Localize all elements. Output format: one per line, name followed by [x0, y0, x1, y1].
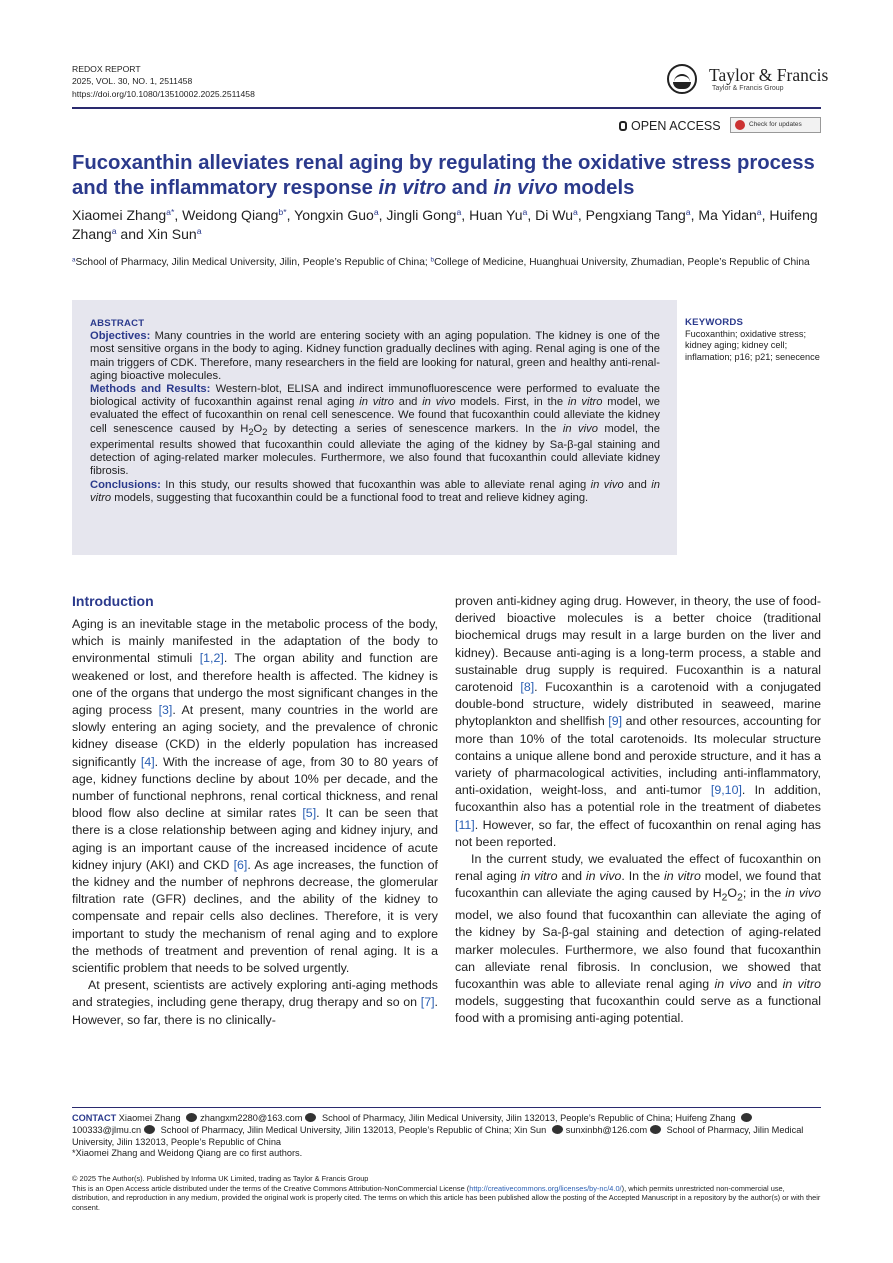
author[interactable]: Xin Sun$^a$ — [147, 225, 202, 242]
email-link[interactable]: sunxinbh@126.com — [565, 1124, 648, 1135]
citation-link[interactable]: [9,10] — [710, 783, 742, 798]
author[interactable]: Weidong Qiang$^{b*}$ — [182, 207, 287, 223]
citation-link[interactable]: [5] — [302, 806, 317, 821]
affiliations: $^a$School of Pharmacy, Jilin Medical University, Jilin, People’s Republic of China; $^b$College of Medicine, Huanghuai University, Zhumadian, People’s Republic of China — [72, 256, 810, 268]
license-link[interactable]: http://creativecommons.org/licenses/by-nc/4.0/ — [469, 1183, 622, 1193]
citation-link[interactable]: [9] — [608, 714, 623, 729]
email-icon — [741, 1113, 752, 1122]
citation-link[interactable]: [1,2] — [199, 651, 224, 666]
volume-info: 2025, VOL. 30, NO. 1, 2511458 — [72, 76, 193, 87]
header-divider — [72, 107, 821, 109]
author[interactable]: Huifeng Zhang$^a$ — [72, 207, 818, 242]
copyright-line: © 2025 The Author(s). Published by Informa UK Limited, trading as Taylor & Francis Group — [72, 1174, 369, 1183]
address-icon — [305, 1113, 316, 1122]
author-list: Xiaomei Zhang$^{a*}$, Weidong Qiang$^{b*}$, Yongxin Guo$^a$, Jingli Gong$^a$, Huan Yu$^a$, Di Wu$^a$, Pengxiang Tang$^a$, Ma Yidan$^a$, Huifeng Zhang$^a$ and Xin Sun$^a$ — [72, 207, 818, 242]
email-icon — [552, 1125, 563, 1134]
publisher-name: Taylor & Francis — [709, 65, 829, 85]
contact-info: CONTACT Xiaomei Zhang zhangxm2280@163.com School of Pharmacy, Jilin Medical University, Jilin 132013, People’s Republic of China; Huifeng Zhang 100333@jlmu.cn School of Pharmacy, Jilin Medical University, Jilin 132013, People’s Republic of China; Xin Sun sunxinbh@126.com School of Pharmacy, Jilin Medical University, Jilin 132013, People’s Republic of China *Xiaomei Zhang and Weidong Qiang are co first authors. — [72, 1113, 824, 1160]
keywords-list: Fucoxanthin; oxidative stress; kidney aging; kidney cell; inflamation; p16; p21; senecence — [685, 328, 820, 362]
check-updates-label: Check for updates — [749, 121, 802, 128]
copyright-notice — [72, 1174, 824, 1212]
footer-divider — [72, 1107, 821, 1108]
citation-link[interactable]: [6] — [233, 857, 248, 872]
email-link[interactable]: zhangxm2280@163.com — [200, 1113, 303, 1123]
author[interactable]: Pengxiang Tang$^a$ — [585, 207, 691, 223]
paragraph: Aging is an inevitable stage in the metabolic process of the body, which is mainly manifested in the adaptation of the body to environmental stimuli [1,2]. The organ ability and function are weakened or lost, and therefore health is affected. The kidney is one of the organs that undergo the most significant changes in the aging process [3]. At present, many countries in the world are slowly entering an aging society, and the prevalence of chronic kidney disease (CKD) in the elderly population has increased significantly [4]. With the increase of age, from 30 to 80 years of age, kidney functions decline by about 10% per decade, and the number of functional nephrons, renal cortical thickness, and renal blood flow also decline at similar rates [5]. It can be seen that there is a close relationship between aging and kidney injury, and aging is an important cause of the increased incidence of acute kidney injury (AKI) and CKD [6]. As age increases, the function of the kidney and the number of nephrons decrease, the glomerular filtration rate (GFR) declines, and the ability of the kidney to compensate and repair cells also declines. Therefore, it is very important to study the mechanism of renal aging and to explore the methods of treatment and prevention of renal aging. It is a scientific problem that needs to be solved urgently. — [72, 617, 439, 976]
citation-link[interactable]: [7] — [420, 995, 435, 1010]
publisher-logo — [667, 64, 827, 98]
journal-header — [72, 63, 255, 100]
open-access-label: OPEN ACCESS — [631, 119, 721, 133]
citation-link[interactable]: [8] — [520, 680, 535, 695]
address-icon — [144, 1125, 155, 1134]
body-column-right — [455, 593, 821, 1028]
email-link[interactable]: 100333@jlmu.cn — [72, 1124, 142, 1135]
email-icon — [186, 1113, 197, 1122]
author[interactable]: Xiaomei Zhang$^{a*}$ — [72, 207, 175, 223]
paragraph: proven anti-kidney aging drug. However, in theory, the use of food-derived bioactive molecules is a better choice (traditional biochemical drugs may result in a large burden on the liver and kidney). Because anti-aging is a long-term process, a stable and sustainable drug supply is required. Fucoxanthin is a natural carotenoid [8]. Fucoxanthin is a carotenoid with a conjugated double-bond structure, widely distributed in seaweed, marine phytoplankton and shellfish [9] and other resources, accounting for more than 10% of the total carotenoids. Its molecular structure contains a unique allene bond and peroxide structure, and it has a variety of pharmacological activities, including anti-inflammatory, anti-oxidation, weight-loss, and anti-tumor [9,10]. In addition, fucoxanthin also has a potential role in the treatment of diabetes [11]. However, so far, the effect of fucoxanthin on renal aging has not been reported. — [455, 594, 821, 849]
address-icon — [650, 1125, 661, 1134]
abstract-heading: ABSTRACT — [90, 318, 145, 329]
body-column-left — [72, 593, 438, 1029]
author[interactable]: Jingli Gong$^a$ — [386, 207, 462, 223]
paragraph: In the current study, we evaluated the effect of fucoxanthin on renal aging in vitro and in vivo. In the in vitro model, we found that fucoxanthin can alleviate the aging caused by $H_2O_2$; in the in vivo model, we also found that fucoxanthin can alleviate the aging of the kidney by Sa-β-gal staining and detection of aging-related marker molecules. Furthermore, we also found that fucoxanthin can alleviate renal fibrosis. In conclusion, we showed that fucoxanthin was able to alleviate renal aging in vivo and in vitro models, suggesting that fucoxanthin could serve as a functional food with a promising anti-aging potential. — [455, 852, 822, 1026]
article-title: Fucoxanthin alleviates renal aging by regulating the oxidative stress process and the inflammatory response in vitro and in vivo models — [72, 152, 815, 199]
author[interactable]: Huan Yu$^a$ — [469, 207, 528, 223]
journal-name: REDOX REPORT — [72, 64, 141, 74]
license-text: This is an Open Access article distributed under the terms of the Creative Commons Attribution-NonCommercial License (http://creativecommons.org/licenses/by-nc/4.0/), which permits unrestricted non-commercial use, distribution, and reproduction in any medium, provided the original work is properly cited. The terms on which this article has been published allow the posting of the Accepted Manuscript in a repository by the author(s) or with their consent. — [72, 1183, 821, 1212]
citation-link[interactable]: [3] — [158, 703, 173, 718]
book-icon — [667, 64, 697, 94]
open-access-badge — [619, 119, 721, 135]
section-heading-introduction: Introduction — [72, 593, 154, 609]
author[interactable]: Ma Yidan$^a$ — [698, 207, 762, 223]
citation-link[interactable]: [4] — [140, 754, 155, 769]
citation-link[interactable]: [11] — [455, 817, 475, 832]
doi-link[interactable]: https://doi.org/10.1080/13510002.2025.2511458 — [72, 88, 255, 99]
contact-label: CONTACT — [72, 1113, 117, 1123]
check-for-updates-button[interactable] — [730, 117, 821, 133]
crossmark-icon — [735, 120, 745, 130]
author[interactable]: Di Wu$^a$ — [535, 207, 578, 223]
co-first-note: *Xiaomei Zhang and Weidong Qiang are co first authors. — [72, 1148, 303, 1159]
abstract-body: Objectives: Many countries in the world are entering society with an aging population. The kidney is one of the most sensitive organs in the body to aging. Kidney function gradually declines with aging. Renal aging is one of the main triggers of CDK. Therefore, many researchers in the field are looking for natural, green and healthy anti-renal-aging bioactive molecules. Methods and Results: Western-blot, ELISA and indirect immunofluorescence were performed to evaluate the biological activity of fucoxanthin against renal aging in vitro and in vivo models. First, in the in vitro model, we evaluated the effect of fucoxanthin on renal cell senescence. We found that fucoxanthin could alleviate the kidney cell senescence caused by $H_2O_2$ by detecting a series of senescence markers. In the in vivo model, the experimental results showed that fucoxanthin could alleviate the aging of the kidney by Sa-β-gal staining and detection of aging-related marker molecules. Furthermore, we also found that fucoxanthin could alleviate kidney fibrosis. Conclusions: In this study, our results showed that fucoxanthin was able to alleviate renal aging in vivo and in vitro models, suggesting that fucoxanthin could be a functional food to treat and relieve kidney aging. — [90, 330, 661, 504]
open-lock-icon — [619, 121, 627, 131]
paragraph: At present, scientists are actively exploring anti-aging methods and strategies, including gene therapy, drug therapy and so on [7]. However, so far, there is no clinically- — [72, 978, 438, 1027]
author[interactable]: Yongxin Guo$^a$ — [294, 207, 379, 223]
abstract-text — [90, 317, 660, 505]
publisher-group: Taylor & Francis Group — [712, 85, 784, 92]
keywords-heading: KEYWORDS — [685, 317, 744, 328]
keywords — [685, 317, 825, 363]
